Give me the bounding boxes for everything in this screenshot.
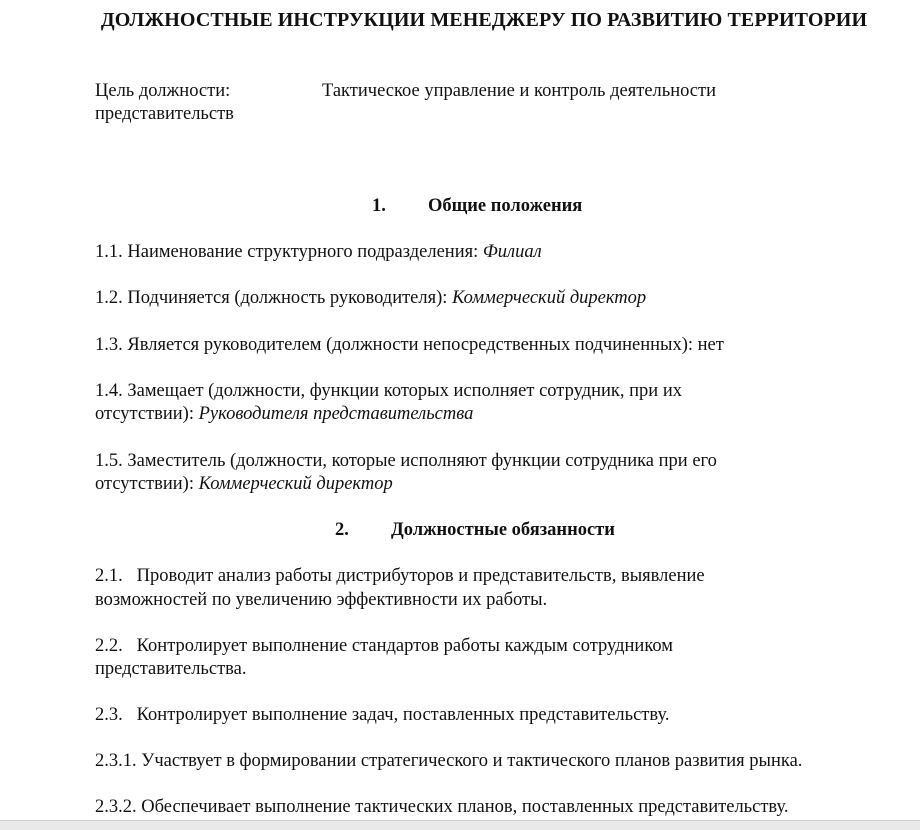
list-item (95, 288, 646, 309)
item-1-2-value: Коммерческий директор (452, 288, 647, 308)
goal-value-line2: представительств (95, 104, 234, 124)
list-item (95, 242, 542, 263)
document-title: ДОЛЖНОСТНЫЕ ИНСТРУКЦИИ МЕНЕДЖЕРУ ПО РАЗВИТИЮ ТЕРРИТОРИИ (100, 9, 868, 31)
list-item (95, 335, 724, 356)
list-item (95, 751, 802, 772)
list-item-continuation (95, 404, 473, 425)
item-2-3-1-text: 2.3.1. Участвует в формировании стратегического и тактического планов развития рынка. (95, 751, 803, 771)
item-1-1-value: Филиал (482, 242, 542, 262)
list-item-continuation (95, 590, 547, 611)
section-2-number: 2. (335, 520, 349, 540)
item-1-5-value: Коммерческий директор (198, 474, 393, 494)
item-1-5-text: 1.5. Заместитель (должности, которые исполняют функции сотрудника при его (95, 451, 717, 471)
list-item (95, 566, 705, 587)
page-bottom-edge (0, 820, 920, 830)
item-2-2-text: 2.2. Контролирует выполнение стандартов работы каждым сотрудником (95, 636, 673, 656)
item-2-1-text-2: возможностей по увеличению эффективности их работы. (95, 590, 548, 610)
item-1-2-text: 1.2. Подчиняется (должность руководителя): (95, 288, 453, 308)
list-item-continuation (95, 474, 393, 495)
list-item-continuation (95, 659, 247, 680)
item-2-1-text: 2.1. Проводит анализ работы дистрибуторов и представительств, выявление (95, 566, 705, 586)
list-item (95, 451, 717, 472)
goal-value-line1: Тактическое управление и контроль деятельности (322, 81, 717, 101)
section-1-title: Общие положения (428, 196, 583, 216)
list-item (95, 636, 673, 657)
item-2-3-text: 2.3. Контролирует выполнение задач, поставленных представительству. (95, 705, 670, 725)
item-1-1-text: 1.1. Наименование структурного подразделения: (95, 242, 483, 262)
item-1-3-text: 1.3. Является руководителем (должности непосредственных подчиненных): нет (95, 335, 724, 355)
item-1-4-text: 1.4. Замещает (должности, функции которых исполняет сотрудник, при их (95, 381, 682, 401)
section-1-number: 1. (372, 196, 386, 216)
item-2-2-text-2: представительства. (95, 659, 247, 679)
item-1-4-value: Руководителя представительства (198, 404, 474, 424)
list-item (95, 797, 789, 818)
list-item (95, 381, 682, 402)
item-2-3-2-text: 2.3.2. Обеспечивает выполнение тактических планов, поставленных представительству. (95, 797, 789, 817)
goal-label: Цель должности: (95, 81, 231, 101)
section-2-title: Должностные обязанности (391, 520, 615, 540)
item-1-5-text-2: отсутствии): (95, 474, 199, 494)
list-item (95, 705, 670, 726)
item-1-4-text-2: отсутствии): (95, 404, 199, 424)
